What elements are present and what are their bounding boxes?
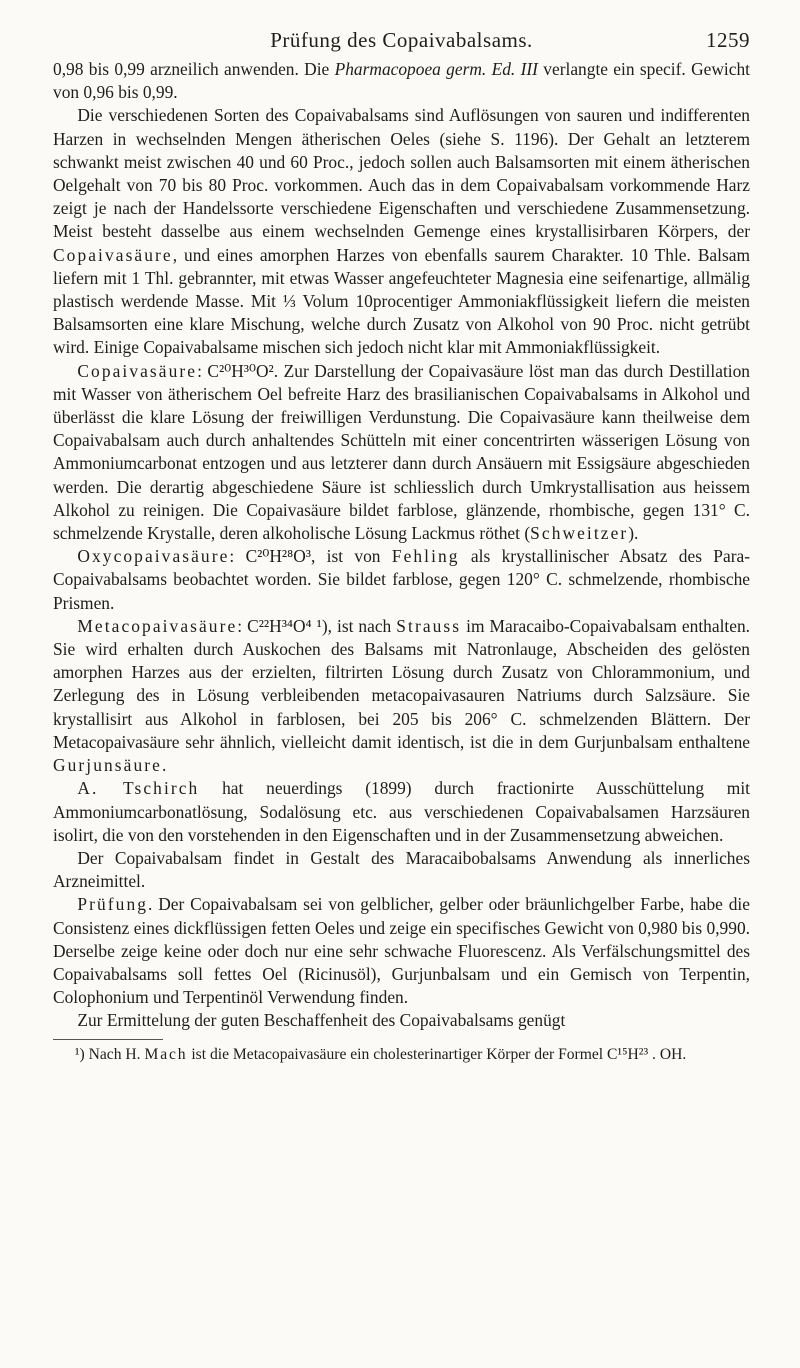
text-run: , und eines amorphen Harzes von ebenfalls saurem Charakter. 10 Thle. Balsam liefern mit 1 Thl. gebrannter, mit etwas Wasser angefeuchteter Magnesia eine seifenartige, allmälig plastisch werdende Masse. Mit ⅓ Volum 10procentiger Ammoniakflüssigkeit liefern die meisten Balsamsorten eine klare Mischung, welche durch Zusatz von Alkohol von 90 Proc. nicht getrübt wird. Einige Copaivabalsame mischen sich jedoch nicht klar mit Ammoniakflüssigkeit. xyxy=(53,244,750,358)
paragraph xyxy=(53,893,750,1009)
text-run: verlangte ein specif. Gewicht von 0,96 bis 0,99. xyxy=(53,59,750,103)
chemical-formula: : C²⁰H³⁰O². xyxy=(197,360,279,381)
footnote xyxy=(53,1044,750,1065)
chemical-formula: : C²²H³⁴O⁴ ¹), xyxy=(237,615,332,636)
footnotes xyxy=(53,1044,750,1065)
text-run: Die verschiedenen Sorten des Copaivabalsams sind Auflösungen von sauren und indifferenten Harzen in wechselnden Mengen ätherischen Oeles (siehe S. 1196). Der Gehalt an letzterem schwankt meist zwischen 40 und 60 Proc., jedoch sollen auch Balsamsorten mit einem ätherischen Oelgehalt von 70 bis 80 Proc. vorkommen. Auch das in dem Copaivabalsam vorkommende Harz zeigt je nach der Handelssorte verschiedene Eigenschaften und verschiedene Zusammensetzung. Meist besteht dasselbe aus einem wechselnden Gemenge eines krystallisirbaren Körpers, der xyxy=(53,105,750,242)
text-run: Der Copaivabalsam findet in Gestalt des Maracaibobalsams Anwendung als innerliches Arzneimittel. xyxy=(53,847,750,892)
spaced-term: Metacopaivasäure xyxy=(77,615,238,636)
text-run: im Maracaibo-Copaivabalsam enthalten. Sie wird erhalten durch Auskochen des Balsams mit Natronlauge, Abscheiden des gelösten amorphen Harzes aus der erzielten, filtrirten Lösung durch Zusatz von Chlorammonium, und Zerlegung des in Lösung verbleibenden metacopaivasauren Natriums durch Salzsäure. Sie krystallisirt aus Alkohol in farblosen, bei 205 bis 206° C. schmelzenden Blättern. Der Metacopaivasäure sehr ähnlich, vielleicht damit identisch, ist die in dem Gurjunbalsam enthaltene xyxy=(53,615,750,752)
running-title: Prüfung des Copaivabalsams. xyxy=(270,28,533,52)
author-name: A. Tschirch xyxy=(77,778,200,799)
text-run: . xyxy=(161,755,167,776)
spaced-term: Gurjunsäure xyxy=(53,755,162,776)
author-name: Schweitzer xyxy=(530,523,629,544)
body-text xyxy=(53,58,750,1033)
spaced-term: Prüfung xyxy=(77,894,149,915)
text-run: Zur Ermittelung der guten Beschaffenheit des Copaivabalsams genügt xyxy=(77,1010,566,1031)
paragraph xyxy=(53,360,750,546)
text-run: ist von xyxy=(315,546,392,567)
footnote-divider xyxy=(53,1039,163,1040)
author-name: Mach xyxy=(144,1045,188,1063)
text-run: ist die Metacopaivasäure ein cholesterinartiger Körper der Formel C¹⁵H²³ . OH. xyxy=(187,1045,687,1063)
text-run: . Der Copaivabalsam sei von gelblicher, gelber oder bräunlichgelber Farbe, habe die Consistenz eines dickflüssigen fetten Oeles und zeige ein specifisches Gewicht von 0,980 bis 0,990. Derselbe zeige keine oder doch nur eine sehr schwache Fluorescenz. Als Verfälschungsmittel des Copaivabalsams soll fettes Oel (Ricinusöl), Gurjunbalsam und ein Gemisch von Terpentin, Colophonium und Terpentinöl Verwendung finden. xyxy=(53,894,750,1008)
paragraph xyxy=(53,847,750,893)
page-number: 1259 xyxy=(706,28,750,52)
paragraph xyxy=(53,104,750,359)
page-header xyxy=(53,22,750,58)
spaced-term: Copaivasäure xyxy=(53,244,173,265)
text-run: ). xyxy=(628,523,639,544)
text-run: 0,98 bis 0,99 arzneilich anwenden. Die xyxy=(53,59,335,79)
chemical-formula: : C²⁰H²⁸O³, xyxy=(229,546,316,567)
text-run: Zur Darstellung der Copaivasäure löst man das durch Destillation mit Wasser von ätherischem Oel befreite Harz des brasilianischen Copaivabalsams in Alkohol und überlässt die klare Lösung der freiwilligen Verdunstung. Die Copaivasäure kann theilweise dem Copaivabalsam auch durch anhaltendes Schütteln mit einer concentrirten wässerigen Lösung von Ammoniumcarbonat entzogen und aus letzterer dann durch Ansäuern mit Essigsäure abgeschieden werden. Die derartig abgeschiedene Säure ist schliesslich durch Umkrystallisation aus heissem Alkohol zu reinigen. Die Copaivasäure bildet farblose, glänzende, rhombische, gegen 131° C. schmelzende Krystalle, deren alkoholische Lösung Lackmus röthet ( xyxy=(53,360,750,544)
author-name: Strauss xyxy=(396,615,462,636)
paragraph xyxy=(53,58,750,104)
paragraph xyxy=(53,1009,750,1032)
author-name: Fehling xyxy=(391,546,460,567)
paragraph xyxy=(53,545,750,615)
paragraph xyxy=(53,615,750,777)
paragraph xyxy=(53,777,750,847)
spaced-term: Copaivasäure xyxy=(77,360,198,381)
text-run: ist nach xyxy=(331,615,397,636)
italic-citation: Pharmacopoea germ. Ed. III xyxy=(334,59,538,79)
text-run: hat neuerdings (1899) durch fractionirte Ausschüttelung mit Ammoniumcarbonatlösung, Sodalösung etc. aus verschiedenen Copaivabalsamen Harzsäuren isolirt, die von den vorstehenden in den Eigenschaften und in der Zusammensetzung abweichen. xyxy=(53,778,750,845)
spaced-term: Oxycopaivasäure xyxy=(77,546,230,567)
text-run: als krystallinischer Absatz des Para-Copaivabalsams beobachtet worden. Sie bildet farblose, gegen 120° C. schmelzende, rhombische Prismen. xyxy=(53,546,750,613)
text-run: ¹) Nach H. xyxy=(74,1045,145,1063)
